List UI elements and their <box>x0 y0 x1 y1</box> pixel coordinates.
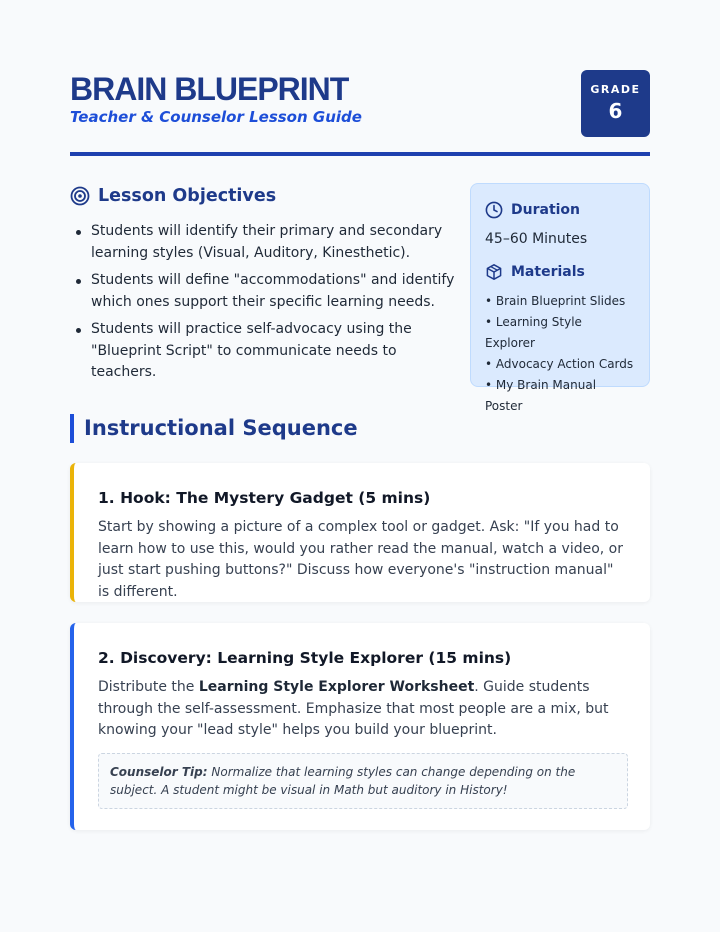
step-card-hook <box>70 463 650 602</box>
header <box>70 70 650 156</box>
step-body <box>98 677 628 742</box>
step-body-text: . Guide students through the self-assessment. Emphasize that most people are a mix, but knowing your "lead style" helps you build your blueprint. <box>98 679 609 738</box>
grade-badge <box>581 70 650 137</box>
page-title: BRAIN BLUEPRINT <box>70 71 349 107</box>
page-subtitle: Teacher & Counselor Lesson Guide <box>70 108 362 126</box>
material-item: • My Brain Manual Poster <box>485 378 597 413</box>
objective-item <box>76 270 455 313</box>
duration-heading-row <box>485 200 635 220</box>
objective-item <box>76 221 455 264</box>
objectives-list <box>70 221 455 384</box>
step-title: 2. Discovery: Learning Style Explorer (15 mins) <box>98 649 512 667</box>
objectives-heading: Lesson Objectives <box>98 186 277 206</box>
objective-text: Students will practice self-advocacy using the "Blueprint Script" to communicate needs to teachers. <box>91 321 412 380</box>
target-icon <box>70 186 90 206</box>
grade-label: GRADE <box>590 83 641 96</box>
clock-icon <box>485 201 503 219</box>
step-body-text: Distribute the <box>98 679 199 695</box>
material-item: • Brain Blueprint Slides <box>485 294 626 308</box>
box-icon <box>485 263 503 281</box>
material-item: • Learning Style Explorer <box>485 315 582 350</box>
lesson-objectives <box>70 183 455 390</box>
worksheet-name: Learning Style Explorer Worksheet <box>198 679 475 695</box>
duration-value: 45–60 Minutes <box>485 231 588 247</box>
step-body: Start by showing a picture of a complex tool or gadget. Ask: "If you had to learn how to use this, would you rather read the manual, watch a video, or just start pushing buttons?" Discuss how everyone's "instruction manual" is different. <box>98 519 624 600</box>
tip-text: Normalize that learning styles can change depending on the subject. A student might be visual in Math but auditory in History! <box>110 764 576 797</box>
materials-label: Materials <box>511 264 585 280</box>
step-title: 1. Hook: The Mystery Gadget (5 mins) <box>98 489 431 507</box>
objective-text: Students will identify their primary and secondary learning styles (Visual, Auditory, Kinesthetic). <box>91 223 443 261</box>
objectives-heading-row <box>70 183 455 209</box>
material-item: • Advocacy Action Cards <box>485 357 634 371</box>
tip-label: Counselor Tip: <box>110 764 208 779</box>
materials-heading-row <box>485 262 635 282</box>
duration-label: Duration <box>511 202 581 218</box>
materials-list <box>485 291 635 417</box>
grade-value: 6 <box>608 99 623 123</box>
step-card-discovery <box>70 623 650 830</box>
counselor-tip <box>98 753 628 809</box>
lesson-info-box <box>470 183 650 413</box>
instructional-sequence-heading: Instructional Sequence <box>70 414 358 443</box>
objective-text: Students will define "accommodations" and identify which ones support their specific learning needs. <box>91 272 455 310</box>
objective-item <box>76 319 455 384</box>
